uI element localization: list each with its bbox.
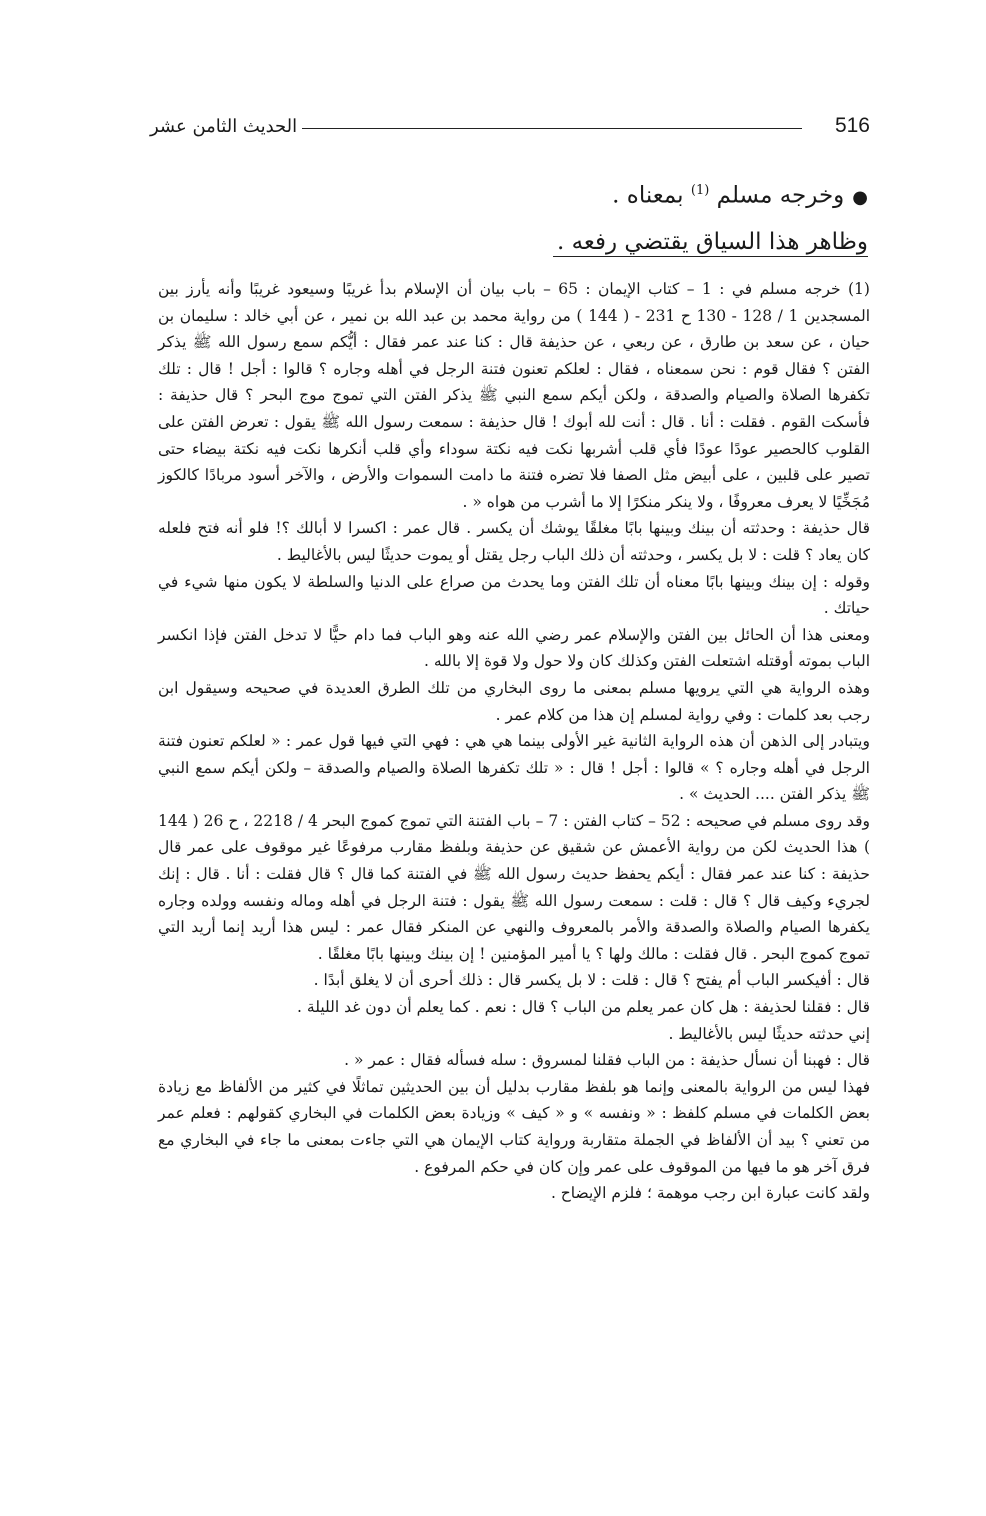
footnote-paragraph: إني حدثته حديثًا ليس بالأغاليط . [668, 1024, 870, 1043]
bullet-icon: ● [852, 186, 868, 208]
footnote-paragraph: ومعنى هذا أن الحائل بين الفتن والإسلام عمر رضي الله عنه وهو الباب فما دام حيًّا لا تدخل الفتن فإذا انكسر الباب بموته أوقتله اشتعلت الفتن وكذلك كان ولا حول ولا قوة إلا بالله . [158, 625, 870, 671]
page-header [150, 112, 870, 152]
footnote-paragraph: ولقد كانت عبارة ابن رجب موهمة ؛ فلزم الإيضاح . [550, 1184, 870, 1203]
footnote-paragraph: قال : فقلنا لحذيفة : هل كان عمر يعلم من الباب ؟ قال : نعم . كما يعلم أن دون غد الليلة . [297, 998, 870, 1017]
main-text [148, 168, 868, 265]
footnote-paragraph: وهذه الرواية هي التي يرويها مسلم بمعنى ما روى البخاري من تلك الطرق العديدة في صحيحه وسيقول ابن رجب بعد كلمات : وفي رواية لمسلم إن هذا من كلام عمر . [158, 678, 870, 724]
main-line-1 [148, 168, 868, 220]
main-line-1-text: وخرجه مسلم [716, 182, 845, 209]
footnote-ref: (1) [690, 183, 710, 198]
footnote-paragraph: وقد روى مسلم في صحيحه : 52 – كتاب الفتن : 7 – باب الفتنة التي تموج كموج البحر 4 / 2218 ، ح 26 ( 144 ) هذا الحديث لكن من رواية الأعمش عن شقيق عن حذيفة وبلفظ مقارب مرفوعًا غير موقوف على عمر قال حذيفة : كنا عند عمر فقال : أيكم يحفظ حديث رسول الله ﷺ في الفتنة كما قال ؟ قال فقلت : أنا . قال : إنك لجريء وكيف قال ؟ قال : قلت : سمعت رسول الله ﷺ يقول : فتنة الرجل في أهله وماله ونفسه وولده وجاره يكفرها الصيام والصلاة والصدقة والأمر بالمعروف والنهي عن المنكر فقال عمر : ليس هذا أريد إنما أريد التي تموج كموج البحر . قال فقلت : مالك ولها ؟ يا أمير المؤمنين ! إن بينك وبينها بابًا مغلقًا . [158, 811, 871, 963]
footnote-paragraph: قال حذيفة : وحدثته أن بينك وبينها بابًا مغلقًا يوشك أن يكسر . قال عمر : اكسرا لا أبالك ؟! فلو أنه فتح فلعله كان يعاد ؟ قلت : لا بل يكسر ، وحدثته أن ذلك الباب رجل يقتل أو يموت حديثًا ليس بالأغاليط . [158, 519, 870, 564]
main-line-1-tail: بمعناه . [612, 182, 684, 209]
footnote-paragraph: قال : فهبنا أن نسأل حذيفة : من الباب فقلنا لمسروق : سله فسأله فقال : عمر « . [344, 1051, 870, 1070]
footnote-paragraph: وقوله : إن بينك وبينها بابًا معناه أن تلك الفتن وما يحدث من صراع على الدنيا والسلطة لا يكون منها شيء في حياتك . [158, 572, 870, 618]
main-line-2: وظاهر هذا السياق يقتضي رفعه . [556, 228, 868, 255]
footnote-separator [553, 256, 868, 257]
footnote-paragraph: قال : أفيكسر الباب أم يفتح ؟ قال : قلت : لا بل يكسر قال : ذلك أحرى أن لا يغلق أبدًا . [313, 971, 870, 990]
running-title: الحديث الثامن عشر [150, 116, 298, 137]
header-rule [302, 128, 802, 129]
footnote-paragraph: ويتبادر إلى الذهن أن هذه الرواية الثانية غير الأولى بينما هي هي : فهي التي فيها قول عمر : « لعلكم تعنون فتنة الرجل في أهله وجاره ؟ » قالوا : أجل ! قال : « تلك تكفرها الصلاة والصيام والصدقة – ولكن أيكم سمع النبي ﷺ يذكر الفتن .... الحديث » . [158, 732, 870, 804]
footnote-paragraph: (1) خرجه مسلم في : 1 – كتاب الإيمان : 65 – باب بيان أن الإسلام بدأ غريبًا وسيعود غريبًا وأنه يأرز بين المسجدين 1 / 128 - 130 ح 231 - ( 144 ) من رواية محمد بن عبد الله بن نمير ، عن أبي خالد : سليمان بن حيان ، عن سعد بن طارق ، عن ربعي ، عن حذيفة قال : كنا عند عمر فقال : أيُّكم سمع رسول الله ﷺ يذكر الفتن ؟ فقال قوم : نحن سمعناه ، فقال : لعلكم تعنون فتنة الرجل في أهله وجاره ؟ قالوا : أجل ! قال : تلك تكفرها الصلاة والصيام والصدقة ، ولكن أيكم سمع النبي ﷺ يذكر الفتن التي تموج موج البحر ؟ قال حذيفة : فأسكت القوم . فقلت : أنا . قال : أنت لله أبوك ! قال حذيفة : سمعت رسول الله ﷺ يقول : تعرض الفتن على القلوب كالحصير عودًا عودًا فأي قلب أشربها نكت فيه نكتة سوداء وأي قلب أنكرها نكت فيه نكتة بيضاء حتى تصير على قلبين ، على أبيض مثل الصفا فلا تضره فتنة ما دامت السموات والأرض ، والآخر أسود مربادًا كالكوز مُجَخِّيًا لا يعرف معروفًا ، ولا ينكر منكرًا إلا ما أشرب من هواه « . [158, 280, 871, 511]
page-number: 516 [834, 114, 870, 137]
footnotes [158, 276, 870, 1207]
footnote-paragraph: فهذا ليس من الرواية بالمعنى وإنما هو بلفظ مقارب بدليل أن بين الحديثين تماثلًا في كثير من الألفاظ مع زيادة بعض الكلمات في مسلم كلفظ : « ونفسه » و « كيف » وزيادة بعض الكلمات في البخاري كقولهم : فعلم عمر من تعني ؟ بيد أن الألفاظ في الجملة متقاربة ورواية كتاب الإيمان هي التي جاءت بمعنى ما جاء في البخاري مع فرق آخر هو ما فيها من الموقوف على عمر وإن كان في حكم المرفوع . [158, 1077, 870, 1176]
